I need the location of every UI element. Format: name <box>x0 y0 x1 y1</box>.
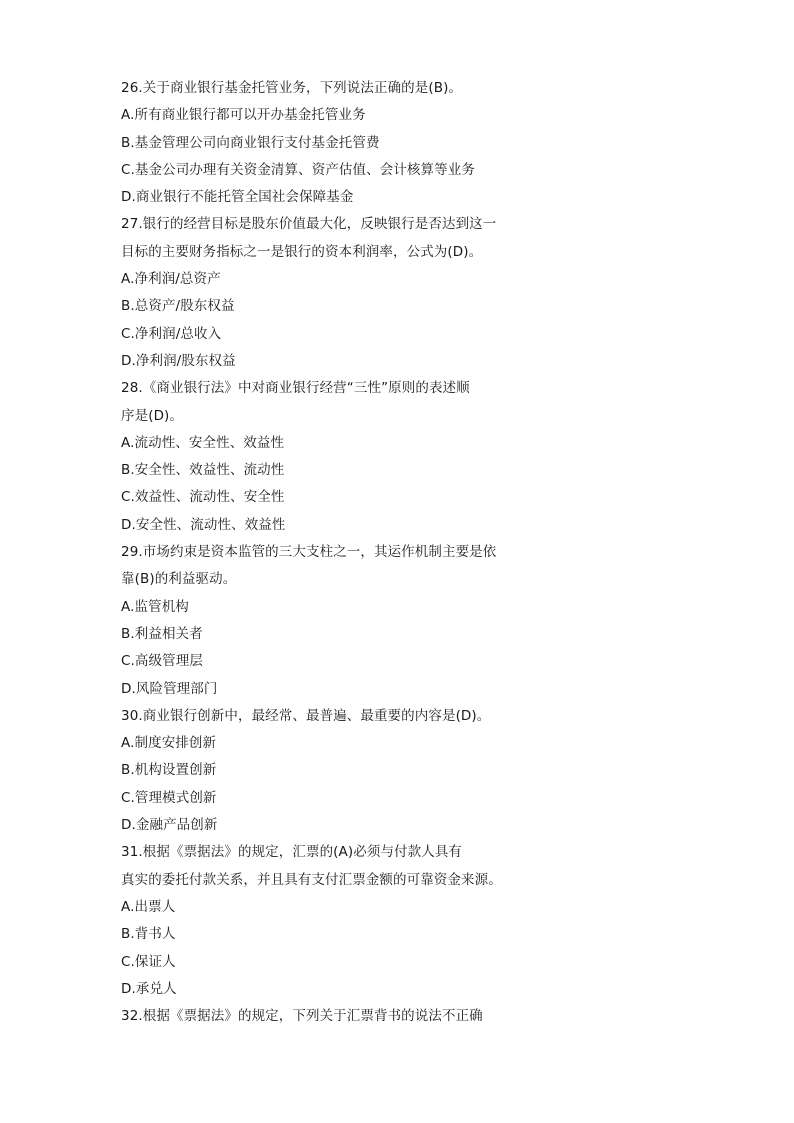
question-27-option-c: C.净利润/总收入 <box>121 325 222 342</box>
question-28-stem-line-2: 序是(D)。 <box>121 407 184 424</box>
question-28-option-d: D.安全性、流动性、效益性 <box>121 516 286 533</box>
question-29-stem-line-2: 靠(B)的利益驱动。 <box>121 571 237 588</box>
question-26-option-d: D.商业银行不能托管全国社会保障基金 <box>121 189 354 206</box>
question-28-option-b: B.安全性、效益性、流动性 <box>121 462 285 479</box>
question-31-option-a: A.出票人 <box>121 898 176 915</box>
document-body <box>121 75 541 1030</box>
question-26-option-b: B.基金管理公司向商业银行支付基金托管费 <box>121 134 380 151</box>
question-31-stem-line-2: 真实的委托付款关系，并且具有支付汇票金额的可靠资金来源。 <box>121 871 502 888</box>
question-30-stem: 30.商业银行创新中，最经常、最普遍、最重要的内容是(D)。 <box>121 707 491 724</box>
question-27-stem-line-2: 目标的主要财务指标之一是银行的资本利润率，公式为(D)。 <box>121 243 483 260</box>
question-26-option-a: A.所有商业银行都可以开办基金托管业务 <box>121 107 366 124</box>
question-32-stem: 32.根据《票据法》的规定，下列关于汇票背书的说法不正确 <box>121 1008 483 1025</box>
question-29-stem-line-1: 29.市场约束是资本监管的三大支柱之一，其运作机制主要是依 <box>121 544 497 561</box>
question-31-stem-line-1: 31.根据《票据法》的规定，汇票的(A)必须与付款人具有 <box>121 844 463 861</box>
question-30-option-c: C.管理模式创新 <box>121 789 217 806</box>
question-28-stem-line-1: 28.《商业银行法》中对商业银行经营“三性”原则的表述顺 <box>121 380 470 397</box>
question-30-option-a: A.制度安排创新 <box>121 735 217 752</box>
question-31-option-c: C.保证人 <box>121 953 176 970</box>
question-27-option-d: D.净利润/股东权益 <box>121 352 236 369</box>
question-26-stem: 26.关于商业银行基金托管业务，下列说法正确的是(B)。 <box>121 80 463 96</box>
question-28-option-c: C.效益性、流动性、安全性 <box>121 489 285 506</box>
question-30-option-d: D.金融产品创新 <box>121 817 218 834</box>
question-26-option-c: C.基金公司办理有关资金清算、资产估值、会计核算等业务 <box>121 161 475 178</box>
question-29-option-c: C.高级管理层 <box>121 653 203 670</box>
question-27-option-a: A.净利润/总资产 <box>121 271 221 288</box>
question-30-option-b: B.机构设置创新 <box>121 762 217 779</box>
question-27-option-b: B.总资产/股东权益 <box>121 298 235 315</box>
question-29-option-a: A.监管机构 <box>121 598 189 615</box>
question-27-stem-line-1: 27.银行的经营目标是股东价值最大化，反映银行是否达到这一 <box>121 216 497 233</box>
question-29-option-d: D.风险管理部门 <box>121 680 218 697</box>
question-29-option-b: B.利益相关者 <box>121 625 203 642</box>
question-31-option-b: B.背书人 <box>121 926 176 943</box>
question-28-option-a: A.流动性、安全性、效益性 <box>121 434 285 451</box>
question-31-option-d: D.承兑人 <box>121 980 177 997</box>
